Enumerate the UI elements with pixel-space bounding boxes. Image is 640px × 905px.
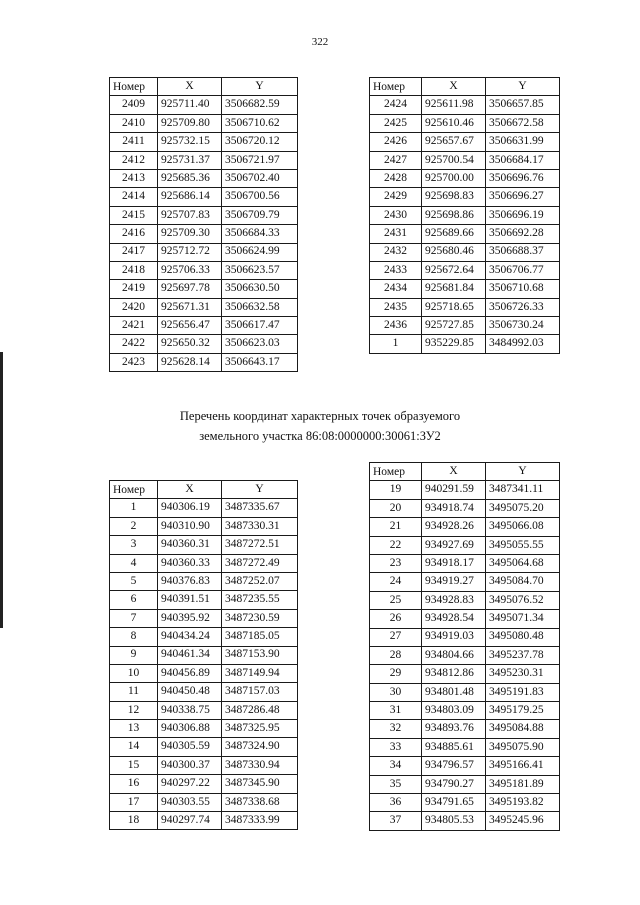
- cell-number: 27: [370, 628, 422, 646]
- cell-x: 940297.74: [158, 812, 222, 830]
- cell-number: 15: [110, 756, 158, 774]
- header-number: Номер: [110, 481, 158, 499]
- cell-x: 925689.66: [422, 225, 486, 243]
- cell-x: 934801.48: [422, 683, 486, 701]
- cell-number: 5: [110, 572, 158, 590]
- cell-number: 2420: [110, 298, 158, 316]
- cell-x: 934928.83: [422, 591, 486, 609]
- table-row: [370, 317, 560, 335]
- header-number: Номер: [370, 463, 422, 481]
- table-row: [370, 225, 560, 243]
- cell-y: 3506643.17: [222, 353, 298, 371]
- table-row: [370, 683, 560, 701]
- cell-x: 925700.00: [422, 169, 486, 187]
- table-row: [370, 499, 560, 517]
- table-row: [110, 353, 298, 371]
- cell-x: 940434.24: [158, 628, 222, 646]
- cell-x: 934812.86: [422, 665, 486, 683]
- cell-number: 2411: [110, 133, 158, 151]
- cell-number: 18: [110, 812, 158, 830]
- cell-number: 2414: [110, 188, 158, 206]
- cell-y: 3487324.90: [222, 738, 298, 756]
- table-row: [110, 206, 298, 224]
- cell-x: 925610.46: [422, 114, 486, 132]
- cell-x: 940300.37: [158, 756, 222, 774]
- cell-x: 934796.57: [422, 757, 486, 775]
- table-row: [370, 243, 560, 261]
- cell-x: 925628.14: [158, 353, 222, 371]
- table-row: [110, 133, 298, 151]
- cell-number: 36: [370, 794, 422, 812]
- cell-y: 3487330.31: [222, 517, 298, 535]
- cell-number: 2417: [110, 243, 158, 261]
- cell-x: 925698.86: [422, 206, 486, 224]
- cell-y: 3495084.88: [486, 720, 560, 738]
- table-row: [110, 793, 298, 811]
- table-row: [110, 628, 298, 646]
- cell-number: 2419: [110, 280, 158, 298]
- table-row: [370, 169, 560, 187]
- cell-number: 2425: [370, 114, 422, 132]
- cell-y: 3506710.68: [486, 280, 560, 298]
- cell-number: 30: [370, 683, 422, 701]
- cell-number: 8: [110, 628, 158, 646]
- table-header-row: [110, 481, 298, 499]
- cell-x: 940303.55: [158, 793, 222, 811]
- coordinates-table-1: [109, 77, 298, 372]
- table-row: [370, 665, 560, 683]
- cell-y: 3487153.90: [222, 646, 298, 664]
- cell-number: 13: [110, 720, 158, 738]
- table-row: [370, 536, 560, 554]
- cell-y: 3506684.33: [222, 225, 298, 243]
- table-header-row: [110, 78, 298, 96]
- cell-y: 3487230.59: [222, 609, 298, 627]
- table-row: [370, 280, 560, 298]
- cell-number: 2412: [110, 151, 158, 169]
- table-header-row: [370, 78, 560, 96]
- cell-number: 16: [110, 775, 158, 793]
- table-row: [110, 517, 298, 535]
- table-row: [110, 151, 298, 169]
- table-row: [110, 554, 298, 572]
- coordinates-table-2: [369, 77, 560, 354]
- cell-number: 21: [370, 518, 422, 536]
- cell-x: 925700.54: [422, 151, 486, 169]
- table-row: [110, 169, 298, 187]
- header-y: Y: [486, 463, 560, 481]
- cell-y: 3506684.17: [486, 151, 560, 169]
- cell-number: 2430: [370, 206, 422, 224]
- cell-number: 2413: [110, 169, 158, 187]
- table-row: [110, 738, 298, 756]
- cell-number: 24: [370, 573, 422, 591]
- cell-y: 3487325.95: [222, 720, 298, 738]
- cell-number: 11: [110, 683, 158, 701]
- cell-x: 925706.33: [158, 261, 222, 279]
- cell-y: 3506632.58: [222, 298, 298, 316]
- cell-y: 3487185.05: [222, 628, 298, 646]
- table-header-row: [370, 463, 560, 481]
- cell-y: 3506696.19: [486, 206, 560, 224]
- cell-number: 2423: [110, 353, 158, 371]
- cell-y: 3495075.90: [486, 738, 560, 756]
- cell-x: 925707.83: [158, 206, 222, 224]
- cell-y: 3487157.03: [222, 683, 298, 701]
- cell-y: 3506700.56: [222, 188, 298, 206]
- cell-x: 934790.27: [422, 775, 486, 793]
- cell-y: 3487335.67: [222, 499, 298, 517]
- table-row: [370, 610, 560, 628]
- table-row: [110, 664, 298, 682]
- table-row: [370, 151, 560, 169]
- cell-x: 934928.54: [422, 610, 486, 628]
- table-row: [110, 188, 298, 206]
- cell-number: 3: [110, 536, 158, 554]
- cell-x: 925709.80: [158, 114, 222, 132]
- table-row: [370, 757, 560, 775]
- cell-x: 934918.17: [422, 554, 486, 572]
- cell-x: 925711.40: [158, 96, 222, 114]
- table-row: [370, 720, 560, 738]
- cell-x: 940291.59: [422, 481, 486, 499]
- cell-x: 925685.36: [158, 169, 222, 187]
- cell-number: 2429: [370, 188, 422, 206]
- cell-number: 2409: [110, 96, 158, 114]
- cell-y: 3487272.49: [222, 554, 298, 572]
- cell-x: 925718.65: [422, 298, 486, 316]
- cell-x: 934893.76: [422, 720, 486, 738]
- cell-number: 2434: [370, 280, 422, 298]
- cell-number: 32: [370, 720, 422, 738]
- cell-y: 3506720.12: [222, 133, 298, 151]
- table-row: [370, 96, 560, 114]
- cell-x: 940456.89: [158, 664, 222, 682]
- cell-x: 940360.33: [158, 554, 222, 572]
- cell-x: 925732.15: [158, 133, 222, 151]
- cell-number: 2421: [110, 317, 158, 335]
- coordinates-table-4: [369, 462, 560, 831]
- cell-number: 14: [110, 738, 158, 756]
- table-row: [110, 646, 298, 664]
- cell-y: 3495080.48: [486, 628, 560, 646]
- cell-y: 3487286.48: [222, 701, 298, 719]
- table-row: [370, 298, 560, 316]
- cell-number: 17: [110, 793, 158, 811]
- cell-y: 3506696.76: [486, 169, 560, 187]
- table-row: [110, 591, 298, 609]
- cell-y: 3506630.50: [222, 280, 298, 298]
- cell-x: 925611.98: [422, 96, 486, 114]
- cell-y: 3506721.97: [222, 151, 298, 169]
- cell-x: 940297.22: [158, 775, 222, 793]
- cell-y: 3495076.52: [486, 591, 560, 609]
- cell-y: 3495245.96: [486, 812, 560, 830]
- table-row: [370, 335, 560, 353]
- cell-y: 3487330.94: [222, 756, 298, 774]
- cell-y: 3487149.94: [222, 664, 298, 682]
- scan-margin-mark: [0, 352, 3, 628]
- header-x: X: [158, 78, 222, 96]
- cell-x: 925727.85: [422, 317, 486, 335]
- cell-number: 2418: [110, 261, 158, 279]
- cell-y: 3495084.70: [486, 573, 560, 591]
- cell-x: 934804.66: [422, 646, 486, 664]
- header-y: Y: [486, 78, 560, 96]
- cell-x: 940306.19: [158, 499, 222, 517]
- cell-number: 2415: [110, 206, 158, 224]
- cell-y: 3495055.55: [486, 536, 560, 554]
- table-row: [370, 481, 560, 499]
- table-row: [110, 317, 298, 335]
- cell-number: 2436: [370, 317, 422, 335]
- header-x: X: [158, 481, 222, 499]
- cell-y: 3495230.31: [486, 665, 560, 683]
- table-row: [110, 775, 298, 793]
- header-number: Номер: [110, 78, 158, 96]
- cell-y: 3506702.40: [222, 169, 298, 187]
- cell-y: 3495064.68: [486, 554, 560, 572]
- cell-number: 6: [110, 591, 158, 609]
- cell-x: 934803.09: [422, 702, 486, 720]
- table-row: [370, 188, 560, 206]
- cell-y: 3506623.57: [222, 261, 298, 279]
- table-row: [370, 812, 560, 830]
- table-row: [370, 591, 560, 609]
- table-row: [110, 96, 298, 114]
- cell-x: 925672.64: [422, 261, 486, 279]
- cell-x: 934927.69: [422, 536, 486, 554]
- cell-number: 4: [110, 554, 158, 572]
- header-x: X: [422, 78, 486, 96]
- list-heading-line-1: Перечень координат характерных точек образуемого: [179, 409, 461, 423]
- cell-number: 23: [370, 554, 422, 572]
- cell-x: 940395.92: [158, 609, 222, 627]
- cell-x: 925656.47: [158, 317, 222, 335]
- cell-number: 19: [370, 481, 422, 499]
- cell-y: 3506710.62: [222, 114, 298, 132]
- table-row: [110, 280, 298, 298]
- cell-y: 3506623.03: [222, 335, 298, 353]
- cell-number: 2435: [370, 298, 422, 316]
- cell-number: 22: [370, 536, 422, 554]
- cell-x: 934928.26: [422, 518, 486, 536]
- cell-x: 925681.84: [422, 280, 486, 298]
- cell-x: 940305.59: [158, 738, 222, 756]
- cell-x: 925671.31: [158, 298, 222, 316]
- table-row: [110, 261, 298, 279]
- cell-y: 3506706.77: [486, 261, 560, 279]
- cell-x: 925680.46: [422, 243, 486, 261]
- table-row: [110, 683, 298, 701]
- cell-x: 925686.14: [158, 188, 222, 206]
- table-row: [110, 720, 298, 738]
- cell-x: 925709.30: [158, 225, 222, 243]
- cell-number: 2433: [370, 261, 422, 279]
- header-y: Y: [222, 481, 298, 499]
- cell-number: 1: [110, 499, 158, 517]
- page-number: 322: [311, 36, 329, 48]
- header-number: Номер: [370, 78, 422, 96]
- cell-y: 3487345.90: [222, 775, 298, 793]
- table-row: [110, 812, 298, 830]
- cell-y: 3495075.20: [486, 499, 560, 517]
- cell-x: 925698.83: [422, 188, 486, 206]
- cell-number: 2410: [110, 114, 158, 132]
- table-row: [370, 646, 560, 664]
- cell-y: 3506709.79: [222, 206, 298, 224]
- table-row: [110, 609, 298, 627]
- cell-number: 1: [370, 335, 422, 353]
- cell-y: 3487341.11: [486, 481, 560, 499]
- cell-y: 3506696.27: [486, 188, 560, 206]
- cell-x: 940338.75: [158, 701, 222, 719]
- cell-number: 2: [110, 517, 158, 535]
- cell-number: 9: [110, 646, 158, 664]
- cell-y: 3506672.58: [486, 114, 560, 132]
- cell-number: 37: [370, 812, 422, 830]
- cell-number: 2422: [110, 335, 158, 353]
- cell-y: 3487235.55: [222, 591, 298, 609]
- cell-number: 28: [370, 646, 422, 664]
- cell-number: 20: [370, 499, 422, 517]
- table-row: [370, 114, 560, 132]
- cell-number: 29: [370, 665, 422, 683]
- table-row: [110, 572, 298, 590]
- cell-x: 934791.65: [422, 794, 486, 812]
- coordinates-table-3: [109, 480, 298, 830]
- table-row: [370, 206, 560, 224]
- cell-x: 935229.85: [422, 335, 486, 353]
- cell-y: 3495193.82: [486, 794, 560, 812]
- cell-y: 3495166.41: [486, 757, 560, 775]
- cell-number: 10: [110, 664, 158, 682]
- cell-number: 2426: [370, 133, 422, 151]
- cell-number: 2428: [370, 169, 422, 187]
- table-row: [370, 775, 560, 793]
- cell-x: 934918.74: [422, 499, 486, 517]
- cell-y: 3506624.99: [222, 243, 298, 261]
- cell-y: 3506657.85: [486, 96, 560, 114]
- cell-y: 3487252.07: [222, 572, 298, 590]
- table-row: [370, 261, 560, 279]
- cell-y: 3506688.37: [486, 243, 560, 261]
- cell-number: 2416: [110, 225, 158, 243]
- table-row: [370, 133, 560, 151]
- table-row: [110, 335, 298, 353]
- cell-x: 940391.51: [158, 591, 222, 609]
- table-row: [110, 243, 298, 261]
- table-row: [370, 518, 560, 536]
- cell-number: 2432: [370, 243, 422, 261]
- table-row: [370, 738, 560, 756]
- cell-number: 34: [370, 757, 422, 775]
- cell-x: 925731.37: [158, 151, 222, 169]
- table-row: [110, 701, 298, 719]
- cell-number: 25: [370, 591, 422, 609]
- cell-number: 12: [110, 701, 158, 719]
- cell-x: 940360.31: [158, 536, 222, 554]
- cell-number: 35: [370, 775, 422, 793]
- header-x: X: [422, 463, 486, 481]
- cell-x: 934919.03: [422, 628, 486, 646]
- cell-y: 3495237.78: [486, 646, 560, 664]
- cell-y: 3506692.28: [486, 225, 560, 243]
- cell-x: 925712.72: [158, 243, 222, 261]
- cell-y: 3495071.34: [486, 610, 560, 628]
- cell-y: 3487338.68: [222, 793, 298, 811]
- table-row: [110, 114, 298, 132]
- table-row: [110, 756, 298, 774]
- cell-y: 3495179.25: [486, 702, 560, 720]
- table-row: [370, 573, 560, 591]
- table-row: [110, 225, 298, 243]
- cell-x: 934919.27: [422, 573, 486, 591]
- cell-y: 3484992.03: [486, 335, 560, 353]
- cell-x: 940306.88: [158, 720, 222, 738]
- cell-x: 934885.61: [422, 738, 486, 756]
- table-row: [110, 499, 298, 517]
- cell-x: 940310.90: [158, 517, 222, 535]
- cell-y: 3506682.59: [222, 96, 298, 114]
- table-row: [110, 298, 298, 316]
- cell-x: 934805.53: [422, 812, 486, 830]
- table-row: [370, 702, 560, 720]
- table-row: [110, 536, 298, 554]
- cell-y: 3506726.33: [486, 298, 560, 316]
- cell-x: 925697.78: [158, 280, 222, 298]
- cell-y: 3487272.51: [222, 536, 298, 554]
- cell-number: 2427: [370, 151, 422, 169]
- cell-x: 940450.48: [158, 683, 222, 701]
- cell-y: 3506617.47: [222, 317, 298, 335]
- cell-number: 7: [110, 609, 158, 627]
- cell-x: 925657.67: [422, 133, 486, 151]
- cell-x: 940376.83: [158, 572, 222, 590]
- cell-y: 3506730.24: [486, 317, 560, 335]
- table-row: [370, 628, 560, 646]
- cell-y: 3506631.99: [486, 133, 560, 151]
- header-y: Y: [222, 78, 298, 96]
- cell-x: 925650.32: [158, 335, 222, 353]
- cell-number: 26: [370, 610, 422, 628]
- cell-number: 2431: [370, 225, 422, 243]
- cell-y: 3495191.83: [486, 683, 560, 701]
- table-row: [370, 554, 560, 572]
- cell-y: 3487333.99: [222, 812, 298, 830]
- cell-y: 3495066.08: [486, 518, 560, 536]
- cell-x: 940461.34: [158, 646, 222, 664]
- cell-number: 31: [370, 702, 422, 720]
- cell-number: 2424: [370, 96, 422, 114]
- cell-number: 33: [370, 738, 422, 756]
- cell-y: 3495181.89: [486, 775, 560, 793]
- table-row: [370, 794, 560, 812]
- list-heading-line-2: земельного участка 86:08:0000000:30061:ЗУ2: [199, 429, 441, 443]
